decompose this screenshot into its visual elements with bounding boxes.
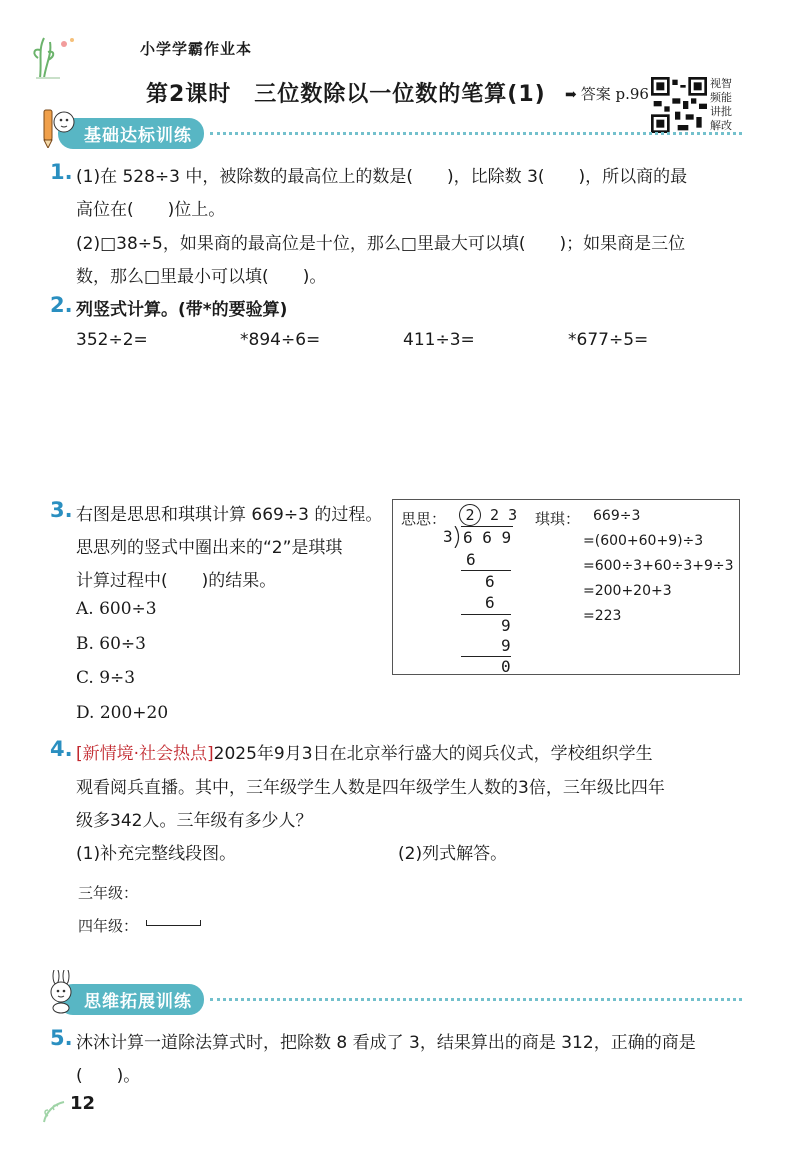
grade3-label: 三年级：	[78, 884, 139, 902]
q4-line-3: 级多342人。三年级有多少人？	[76, 811, 313, 831]
answer-ref-text: 答案 p.96	[580, 85, 649, 103]
circled-digit: 2	[459, 504, 481, 526]
qiqi-line-2: =(600+60+9)÷3	[583, 533, 704, 549]
sisi-label: 思思：	[401, 510, 447, 528]
question-number-2: 2.	[50, 293, 73, 317]
section-banner-extend	[58, 984, 742, 1014]
q3-option-a[interactable]: A. 600÷3	[76, 599, 157, 619]
dividend: 6 6 9	[463, 528, 512, 547]
qiqi-line-3: =600÷3+60÷3+9÷3	[583, 558, 734, 574]
section-divider	[210, 132, 742, 135]
q1-line-4: 数，那么□里最小可以填( )。	[76, 267, 327, 287]
segment-tick-start	[146, 920, 147, 926]
grade4-segment[interactable]	[146, 925, 201, 926]
q5-line-1: 沐沐计算一道除法算式时，把除数 8 看成了 3，结果算出的商是 312，正确的商是	[76, 1033, 696, 1053]
page-number: 12	[70, 1093, 96, 1114]
step-4: 9	[501, 616, 511, 635]
q4-tag: [新情境·社会热点]	[76, 744, 214, 764]
q2-expr-4: *677÷5=	[568, 330, 649, 350]
qiqi-line-4: =200+20+3	[583, 583, 672, 599]
question-number-5: 5.	[50, 1026, 73, 1050]
question-number-4: 4.	[50, 737, 73, 761]
division-bracket-icon	[453, 526, 463, 548]
divisor: 3	[443, 527, 453, 546]
section-divider	[210, 998, 742, 1001]
arrow-right-icon: ➡	[565, 87, 577, 103]
lesson-title: 第2课时 三位数除以一位数的笔算(1)	[146, 82, 546, 107]
division-bar	[461, 526, 513, 527]
q3-line-1: 右图是思思和琪琪计算 669÷3 的过程。	[76, 505, 383, 525]
q4-sub-1: (1)补充完整线段图。	[76, 844, 237, 864]
q2-title: 列竖式计算。(带*的要验算)	[76, 300, 288, 320]
step-line-2	[461, 614, 511, 615]
rabbit-mascot-icon	[40, 970, 80, 1014]
step-6: 0	[501, 657, 511, 676]
q5-line-2: ( )。	[76, 1066, 141, 1086]
q4-line-1: [新情境·社会热点]2025年9月3日在北京举行盛大的阅兵仪式，学校组织学生	[76, 744, 653, 764]
step-3: 6	[485, 593, 495, 612]
sisi-quotient: 2 2 3	[459, 504, 517, 526]
q3-line-3: 计算过程中( )的结果。	[76, 571, 277, 591]
q3-option-d[interactable]: D. 200+20	[76, 703, 169, 723]
q2-expr-3: 411÷3=	[403, 330, 475, 350]
question-number-1: 1.	[50, 160, 73, 184]
plant-decoration-icon	[30, 30, 90, 80]
q4-sub-2: (2)列式解答。	[398, 844, 508, 864]
leaf-decoration-icon	[40, 1098, 66, 1124]
answer-reference	[565, 83, 649, 104]
step-1: 6	[466, 550, 476, 569]
qiqi-line-5: =223	[583, 608, 622, 624]
q2-expr-2: *894÷6=	[240, 330, 321, 350]
segment-tick-end	[200, 920, 201, 926]
book-title: 小学学霸作业本	[140, 40, 253, 58]
qiqi-label: 琪琪：	[535, 510, 581, 528]
q4-line-2: 观看阅兵直播。其中，三年级学生人数是四年级学生人数的3倍，三年级比四年	[76, 778, 665, 798]
q1-line-3: (2)□38÷5，如果商的最高位是十位，那么□里最大可以填( )；如果商是三位	[76, 234, 686, 254]
q3-option-c[interactable]: C. 9÷3	[76, 668, 136, 688]
section-title-extend: 思维拓展训练	[58, 984, 204, 1015]
section-title-basic: 基础达标训练	[58, 118, 204, 149]
pencil-mascot-icon	[40, 104, 80, 148]
q1-line-2: 高位在( )位上。	[76, 200, 226, 220]
step-line-1	[461, 570, 511, 571]
q2-expr-1: 352÷2=	[76, 330, 148, 350]
q1-line-1: (1)在 528÷3 中，被除数的最高位上的数是( )，比除数 3( )，所以商的最	[76, 167, 688, 187]
step-5: 9	[501, 636, 511, 655]
q3-line-2: 思思列的竖式中圈出来的“2”是琪琪	[76, 538, 343, 558]
calculation-box	[392, 499, 740, 675]
q3-option-b[interactable]: B. 60÷3	[76, 634, 146, 654]
grade4-label: 四年级：	[78, 917, 139, 935]
qiqi-line-1: 669÷3	[593, 508, 641, 524]
step-2: 6	[485, 572, 495, 591]
section-banner-basic	[58, 118, 742, 148]
qr-side-text: 视智 频能 讲批 解改	[710, 77, 732, 132]
question-number-3: 3.	[50, 498, 73, 522]
